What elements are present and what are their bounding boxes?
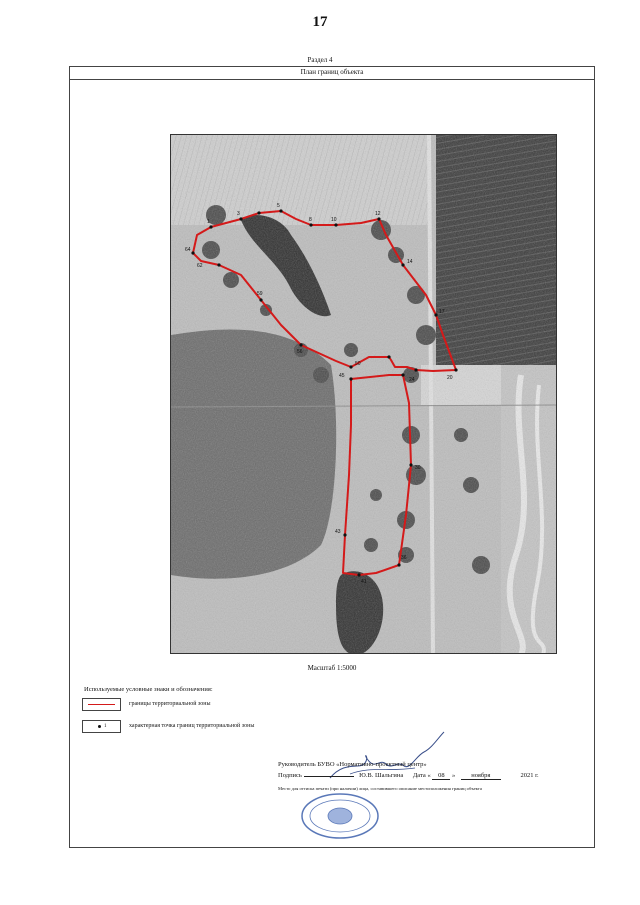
boundary-line-icon	[88, 704, 115, 705]
signature-row: Подпись Ю.В. Шальгина Дата « 08 » ноября 2021 г.	[278, 772, 539, 779]
legend-boundary-swatch	[82, 698, 121, 711]
point-dot-icon	[98, 725, 101, 728]
point-label: 14	[407, 259, 413, 265]
section-label: Раздел 4	[307, 56, 333, 64]
point-label: 43	[335, 529, 341, 535]
point-label: 5	[277, 203, 280, 209]
point-label: 1	[207, 219, 210, 225]
date-label: Дата «	[412, 772, 431, 779]
legend-point-number: 1	[104, 724, 107, 729]
date-day: 08	[432, 772, 450, 780]
stamp-footnote: Место для оттиска печати (при наличии) лица, составившего описание местоположения границ объекта	[278, 786, 482, 791]
date-year: 2021 г.	[520, 772, 539, 779]
point-label: 3	[237, 211, 240, 217]
point-label: 24	[409, 377, 415, 383]
point-label: 20	[447, 375, 453, 381]
frame-title: План границ объекта	[69, 66, 595, 80]
point-label: 64	[185, 247, 191, 253]
point-label: 30	[415, 465, 421, 471]
date-month: ноября	[461, 772, 501, 780]
page-number: 17	[312, 14, 328, 30]
point-label: 62	[197, 263, 203, 269]
point-label: 45	[339, 373, 345, 379]
aerial-map-svg	[171, 135, 557, 654]
stamp-seal	[300, 792, 380, 840]
aerial-map	[170, 134, 557, 654]
point-label: 12	[375, 211, 381, 217]
point-label: 17	[439, 309, 445, 315]
signatory-title: Руководитель БУВО «Нормативно-проектный центр»	[278, 761, 427, 768]
point-label: 59	[257, 291, 263, 297]
legend-point-label: характерная точка границ территориальной зоны	[129, 723, 255, 729]
legend-point-swatch	[82, 720, 121, 733]
point-label: 50	[355, 361, 361, 367]
scale-label: Масштаб 1:5000	[307, 664, 357, 672]
legend-boundary-label: границы территориальной зоны	[129, 701, 211, 707]
signature-field	[304, 776, 354, 777]
signatory-name: Ю.В. Шальгина	[359, 772, 404, 779]
point-label: 41	[361, 579, 367, 585]
point-label: 8	[309, 217, 312, 223]
point-label: 36	[401, 555, 407, 561]
point-label: 10	[331, 217, 337, 223]
point-label: 56	[297, 349, 303, 355]
sign-label: Подпись	[278, 772, 302, 779]
legend-heading: Используемые условные знаки и обозначения:	[84, 686, 213, 693]
